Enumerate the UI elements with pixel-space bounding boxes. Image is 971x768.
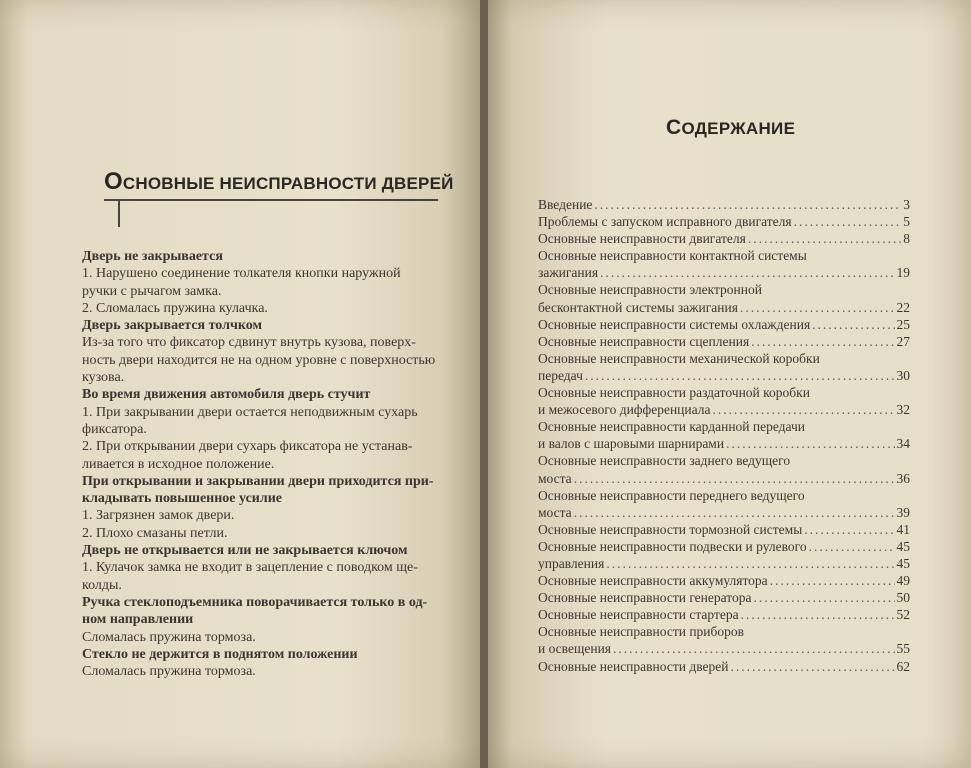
toc-entry-label: и межосевого дифференциала bbox=[538, 402, 711, 418]
toc-page-number: 8 bbox=[903, 231, 910, 247]
section-heading bbox=[104, 168, 454, 196]
toc-leader-dots bbox=[794, 213, 902, 230]
toc-entry bbox=[538, 606, 910, 623]
toc-page-number: 41 bbox=[896, 521, 910, 537]
toc-entry bbox=[538, 555, 910, 572]
toc-page-number: 49 bbox=[896, 573, 910, 589]
toc-title-text: ОДЕРЖАНИЕ bbox=[681, 119, 796, 138]
heading-underline bbox=[104, 199, 438, 201]
text-line: Из-за того что фиксатор сдвинут внутрь кузова, поверх- bbox=[82, 335, 416, 351]
left-page bbox=[0, 0, 480, 768]
toc-page-number: 30 bbox=[896, 367, 910, 383]
toc-page-number: 62 bbox=[896, 658, 910, 674]
toc-entry-line: Основные неисправности контактной системы bbox=[538, 248, 807, 264]
subheading-line: Стекло не держится в поднятом положении bbox=[82, 646, 358, 662]
toc-page-number: 19 bbox=[896, 265, 910, 281]
toc-leader-dots bbox=[606, 555, 894, 572]
toc-leader-dots bbox=[574, 470, 895, 487]
toc-entry-label: Основные неисправности системы охлаждения bbox=[538, 316, 811, 332]
toc-entry bbox=[538, 521, 910, 538]
toc-leader-dots bbox=[751, 333, 894, 350]
toc-page-number: 5 bbox=[903, 214, 910, 230]
text-line: 2. При открывании двери сухарь фиксатора не устанав- bbox=[82, 439, 413, 455]
subheading-line: При открывании и закрывании двери приходится при- bbox=[82, 473, 434, 489]
toc-entry-label: бесконтактной системы зажигания bbox=[538, 299, 738, 315]
toc-page-number: 39 bbox=[896, 504, 910, 520]
text-line: кузова. bbox=[82, 370, 125, 386]
subheading-line: Ручка стеклоподъемника поворачивается только в од- bbox=[82, 594, 428, 610]
toc-entry-label: Введение bbox=[538, 197, 593, 212]
toc-entry-line: Основные неисправности механической коробки bbox=[538, 350, 820, 366]
subheading-line: кладывать повышенное усилие bbox=[82, 491, 282, 507]
toc-page-number: 22 bbox=[896, 299, 910, 315]
text-line: 2. Плохо смазаны петли. bbox=[82, 525, 228, 541]
toc-leader-dots bbox=[594, 196, 901, 213]
toc-leader-dots bbox=[740, 299, 895, 316]
toc-page-number: 34 bbox=[896, 436, 910, 452]
book-gutter bbox=[480, 0, 488, 768]
toc-page-number: 3 bbox=[903, 197, 910, 212]
toc-entry-label: Проблемы с запуском исправного двигателя bbox=[538, 214, 792, 230]
subheading-line: Дверь закрывается толчком bbox=[82, 318, 263, 334]
subheading-line: Во время движения автомобиля дверь стучит bbox=[82, 387, 371, 403]
table-of-contents bbox=[538, 196, 910, 675]
subheading-line: Дверь не открывается или не закрывается ключом bbox=[82, 543, 408, 559]
toc-page-number: 27 bbox=[896, 333, 910, 349]
toc-entry bbox=[538, 333, 910, 350]
toc-page-number: 32 bbox=[896, 402, 910, 418]
toc-entry-label: и валов с шаровыми шарнирами bbox=[538, 436, 725, 452]
subheading-line: Дверь не закрывается bbox=[82, 249, 223, 264]
toc-page-number: 25 bbox=[896, 316, 910, 332]
toc-entry-label: моста bbox=[538, 470, 572, 486]
toc-entry bbox=[538, 435, 910, 452]
toc-entry bbox=[538, 589, 910, 606]
toc-entry-line: Основные неисправности приборов bbox=[538, 624, 745, 640]
text-line: Сломалась пружина тормоза. bbox=[82, 629, 256, 645]
toc-leader-dots bbox=[809, 538, 895, 555]
text-line: 2. Сломалась пружина кулачка. bbox=[82, 300, 268, 316]
text-line: Сломалась пружина тормоза. bbox=[82, 664, 256, 680]
toc-entry-label: Основные неисправности генератора bbox=[538, 590, 752, 606]
toc-leader-dots bbox=[730, 658, 894, 675]
toc-page-number: 45 bbox=[896, 555, 910, 571]
toc-entry-line: Основные неисправности заднего ведущего bbox=[538, 453, 791, 469]
text-line: ручки с рычагом замка. bbox=[82, 283, 222, 299]
toc-entry bbox=[538, 504, 910, 521]
heading-drop-cap: О bbox=[104, 168, 123, 195]
toc-page-number: 45 bbox=[896, 538, 910, 554]
toc-entry bbox=[538, 196, 910, 213]
toc-entry-label: и освещения bbox=[538, 641, 612, 657]
text-line: ливается в исходное положение. bbox=[82, 456, 275, 472]
toc-title bbox=[666, 116, 795, 140]
toc-leader-dots bbox=[741, 606, 895, 623]
toc-entry-label: зажигания bbox=[538, 265, 599, 281]
toc-title-cap: С bbox=[666, 116, 682, 139]
text-line: 1. Нарушено соединение толкателя кнопки наружной bbox=[82, 266, 401, 282]
toc-entry-line: Основные неисправности переднего ведущего bbox=[538, 487, 805, 503]
toc-page-number: 36 bbox=[896, 470, 910, 486]
toc-leader-dots bbox=[804, 521, 894, 538]
toc-leader-dots bbox=[574, 504, 895, 521]
toc-leader-dots bbox=[770, 572, 895, 589]
text-line: 1. Загрязнен замок двери. bbox=[82, 508, 235, 524]
toc-entry bbox=[538, 470, 910, 487]
toc-entry-label: управления bbox=[538, 555, 605, 571]
toc-leader-dots bbox=[613, 640, 894, 657]
toc-leader-dots bbox=[585, 367, 895, 384]
subheading-line: ном направлении bbox=[82, 612, 194, 628]
toc-leader-dots bbox=[712, 401, 894, 418]
toc-entry-label: Основные неисправности тормозной системы bbox=[538, 521, 803, 537]
text-line: ность двери находится не на одном уровне с поверхностью bbox=[82, 352, 436, 368]
text-line: фиксатора. bbox=[82, 421, 147, 437]
toc-entry bbox=[538, 299, 910, 316]
toc-entry bbox=[538, 316, 910, 333]
toc-entry-label: моста bbox=[538, 504, 572, 520]
toc-leader-dots bbox=[726, 435, 894, 452]
toc-leader-dots bbox=[600, 264, 894, 281]
toc-entry bbox=[538, 401, 910, 418]
toc-page-number: 52 bbox=[896, 607, 910, 623]
text-line: колды. bbox=[82, 577, 122, 593]
toc-entry-line: Основные неисправности карданной передачи bbox=[538, 419, 806, 435]
toc-leader-dots bbox=[754, 589, 895, 606]
toc-leader-dots bbox=[748, 230, 901, 247]
heading-text: СНОВНЫЕ НЕИСПРАВНОСТИ ДВЕРЕЙ bbox=[122, 174, 454, 193]
text-line: 1. При закрывании двери остается неподвижным сухарь bbox=[82, 404, 418, 420]
toc-entry-label: Основные неисправности двигателя bbox=[538, 231, 746, 247]
text-line: 1. Кулачок замка не входит в зацепление с поводком ще- bbox=[82, 560, 418, 576]
toc-entry bbox=[538, 213, 910, 230]
body-text bbox=[82, 248, 442, 680]
toc-entry bbox=[538, 658, 910, 675]
toc-entry bbox=[538, 538, 910, 555]
toc-entry-line: Основные неисправности раздаточной коробки bbox=[538, 385, 810, 401]
toc-entry-line: Основные неисправности электронной bbox=[538, 282, 762, 298]
toc-entry-label: Основные неисправности стартера bbox=[538, 607, 739, 623]
toc-entry bbox=[538, 572, 910, 589]
toc-entry-label: передач bbox=[538, 367, 583, 383]
toc-entry bbox=[538, 640, 910, 657]
heading-tick bbox=[118, 199, 120, 227]
toc-entry-label: Основные неисправности аккумулятора bbox=[538, 573, 768, 589]
toc-page-number: 55 bbox=[896, 641, 910, 657]
toc-entry bbox=[538, 264, 910, 281]
toc-entry-label: Основные неисправности сцепления bbox=[538, 333, 750, 349]
toc-entry-label: Основные неисправности дверей bbox=[538, 658, 729, 674]
toc-entry-label: Основные неисправности подвески и рулевого bbox=[538, 538, 807, 554]
toc-leader-dots bbox=[812, 316, 894, 333]
toc-entry bbox=[538, 230, 910, 247]
toc-page-number: 50 bbox=[896, 590, 910, 606]
toc-entry bbox=[538, 367, 910, 384]
